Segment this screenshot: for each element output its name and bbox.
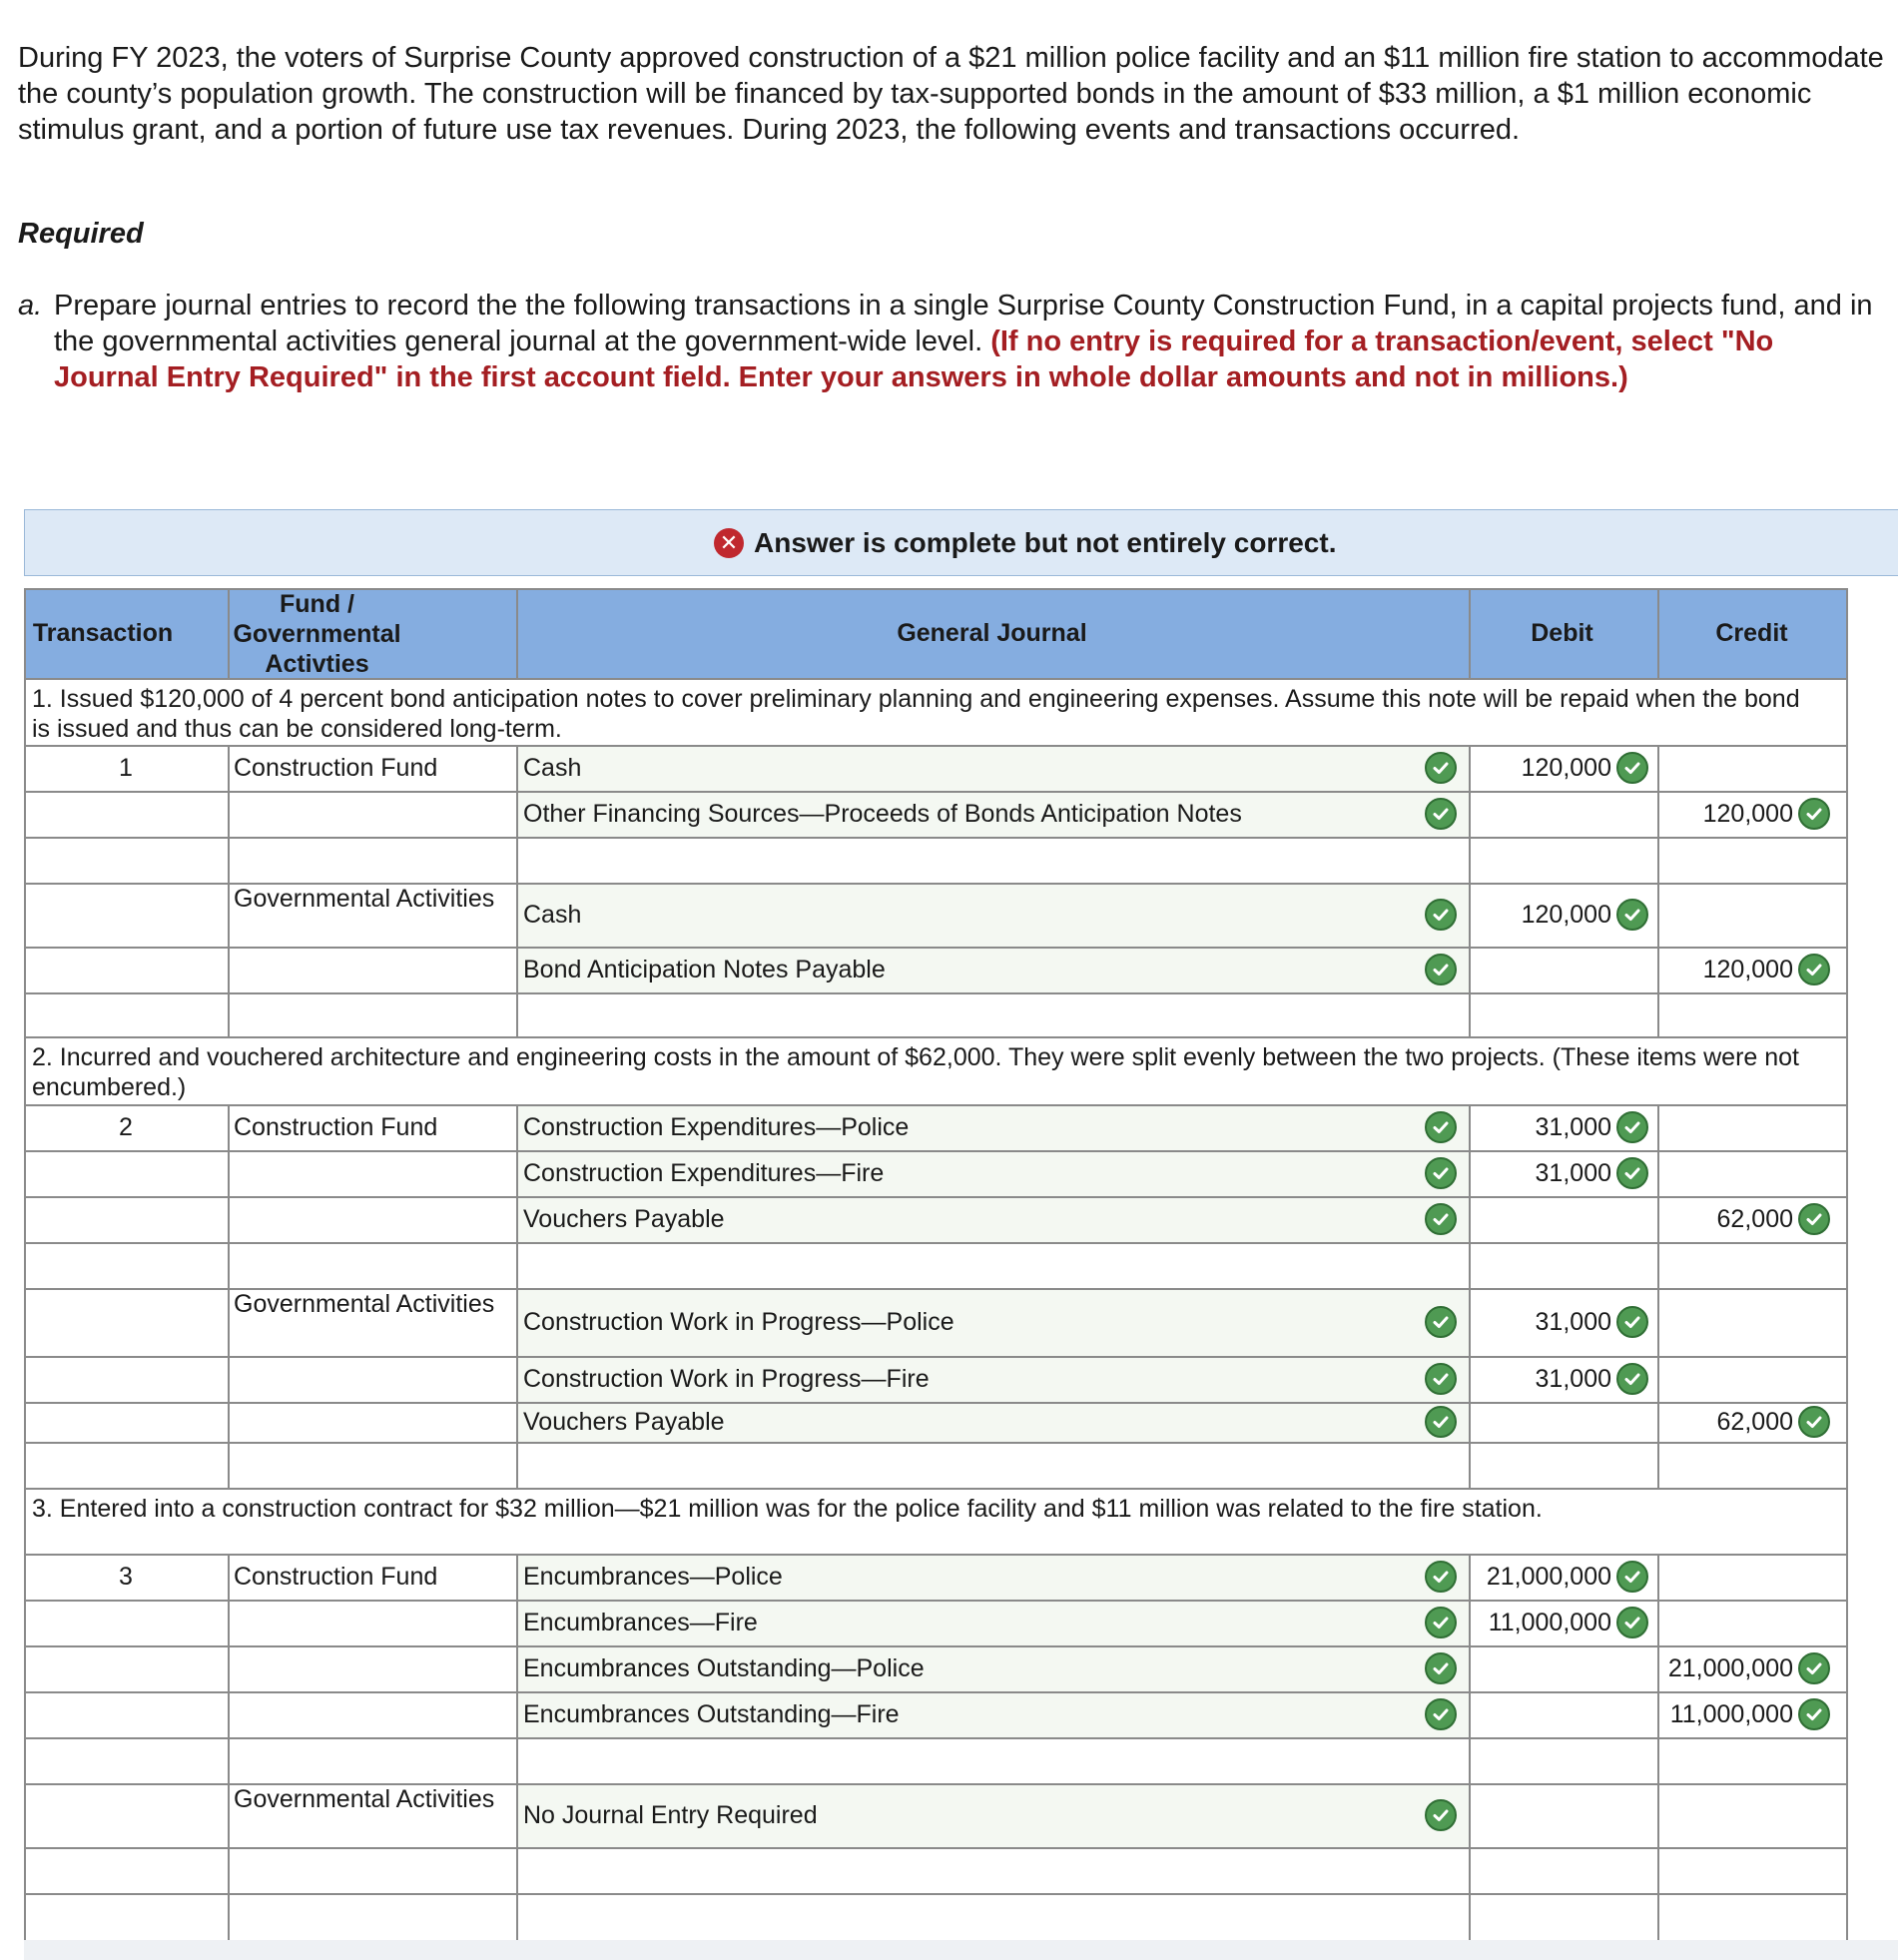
- column-divider: [228, 791, 230, 837]
- column-divider: [1469, 1196, 1471, 1242]
- column-divider: [228, 1783, 230, 1847]
- fund-label: Construction Fund: [234, 754, 438, 782]
- credit-field[interactable]: 62,000: [1716, 1205, 1793, 1233]
- header-divider: [1657, 588, 1659, 678]
- result-message-text: Answer is complete but not entirely correct.: [754, 527, 1337, 558]
- column-divider: [1657, 837, 1659, 883]
- account-field[interactable]: Construction Work in Progress—Fire: [523, 1365, 930, 1393]
- column-divider: [1469, 1600, 1471, 1645]
- column-divider: [1469, 1691, 1471, 1737]
- column-divider: [1657, 883, 1659, 947]
- row-divider: [24, 1893, 1846, 1895]
- check-icon: [1798, 1203, 1830, 1235]
- check-icon: [1616, 1111, 1648, 1143]
- header-general-journal: General Journal: [897, 619, 1087, 647]
- column-divider: [1657, 1783, 1659, 1847]
- column-divider: [1657, 1356, 1659, 1402]
- row-divider: [24, 678, 1846, 680]
- column-divider: [228, 1645, 230, 1691]
- column-divider: [1657, 1600, 1659, 1645]
- header-transaction: Transaction: [32, 619, 174, 647]
- check-icon: [1616, 1561, 1648, 1593]
- column-divider: [516, 992, 518, 1036]
- check-icon: [1425, 752, 1457, 784]
- credit-field[interactable]: 62,000: [1716, 1408, 1793, 1436]
- debit-field[interactable]: 11,000,000: [1488, 1609, 1611, 1636]
- credit-field[interactable]: 120,000: [1702, 956, 1793, 983]
- check-icon: [1798, 1652, 1830, 1684]
- check-icon: [1425, 1799, 1457, 1831]
- header-debit: Debit: [1531, 619, 1593, 647]
- account-field[interactable]: Vouchers Payable: [523, 1205, 725, 1233]
- account-cell-bg: [518, 747, 1469, 791]
- check-icon: [1425, 1203, 1457, 1235]
- column-divider: [516, 1893, 518, 1940]
- column-divider: [1469, 947, 1471, 992]
- fund-label: Construction Fund: [234, 1563, 438, 1591]
- column-divider: [516, 1442, 518, 1488]
- part-a-text: [54, 288, 1885, 395]
- check-icon: [1425, 1157, 1457, 1189]
- column-divider: [1657, 1442, 1659, 1488]
- column-divider: [228, 1242, 230, 1288]
- column-divider: [228, 837, 230, 883]
- column-divider: [1469, 1847, 1471, 1893]
- column-divider: [1469, 1150, 1471, 1196]
- fund-label: Governmental Activities: [234, 1290, 495, 1318]
- column-divider: [1657, 992, 1659, 1036]
- check-icon: [1425, 954, 1457, 985]
- transaction-number: 3: [119, 1563, 133, 1591]
- column-divider: [1657, 1645, 1659, 1691]
- column-divider: [1469, 791, 1471, 837]
- check-icon: [1798, 1406, 1830, 1438]
- column-divider: [228, 883, 230, 947]
- check-icon: [1798, 798, 1830, 830]
- table-border-left: [24, 588, 26, 1940]
- column-divider: [228, 1150, 230, 1196]
- check-icon: [1425, 1406, 1457, 1438]
- column-divider: [1469, 837, 1471, 883]
- row-divider: [24, 1737, 1846, 1739]
- row-divider: [24, 837, 1846, 839]
- column-divider: [1469, 1402, 1471, 1442]
- credit-field[interactable]: 120,000: [1702, 800, 1793, 828]
- check-icon: [1425, 1306, 1457, 1338]
- column-divider: [1469, 1893, 1471, 1940]
- column-divider: [1469, 992, 1471, 1036]
- transaction-description: 2. Incurred and vouchered architecture and engineering costs in the amount of $62,000. They were split evenly between the two projects. (These items were not encumbered.): [32, 1043, 1799, 1101]
- column-divider: [1469, 1104, 1471, 1150]
- result-banner: [24, 509, 1898, 576]
- part-a-instruction: (If no entry is required for a transaction/event, select "No Journal Entry Required" in the first account field. Enter your answers in whole dollar amounts and not in millions.): [54, 326, 1774, 393]
- part-a-label: a.: [18, 290, 43, 322]
- fund-label: Governmental Activities: [234, 885, 495, 913]
- column-divider: [1469, 1645, 1471, 1691]
- check-icon: [1425, 1363, 1457, 1395]
- check-icon: [1425, 1111, 1457, 1143]
- check-icon: [1616, 1157, 1648, 1189]
- debit-field[interactable]: 31,000: [1535, 1365, 1611, 1393]
- account-field[interactable]: Encumbrances—Fire: [523, 1609, 758, 1636]
- check-icon: [1798, 1698, 1830, 1730]
- column-divider: [1469, 1242, 1471, 1288]
- credit-field[interactable]: 11,000,000: [1669, 1700, 1793, 1728]
- header-divider: [228, 588, 230, 678]
- check-icon: [1425, 1652, 1457, 1684]
- header-credit: Credit: [1715, 619, 1788, 647]
- check-icon: [1798, 954, 1830, 985]
- bottom-edge: [24, 1940, 1898, 1960]
- required-heading: Required: [18, 218, 144, 250]
- check-icon: [1616, 1607, 1648, 1638]
- column-divider: [228, 1600, 230, 1645]
- account-cell-bg: [518, 885, 1469, 947]
- debit-field[interactable]: 31,000: [1535, 1159, 1611, 1187]
- problem-intro: During FY 2023, the voters of Surprise County approved construction of a $21 million police facility and an $11 million fire station to accommodate the county’s population growth. The construction will be financed by tax-supported bonds in the amount of $33 million, a $1 million economic stimulus grant, and a portion of future use tax revenues. During 2023, the following events and transactions occurred.: [18, 42, 1884, 146]
- account-field[interactable]: Encumbrances—Police: [523, 1563, 783, 1591]
- row-divider: [24, 1488, 1846, 1490]
- debit-field[interactable]: 31,000: [1535, 1113, 1611, 1141]
- column-divider: [1657, 1242, 1659, 1288]
- account-field[interactable]: Cash: [523, 754, 582, 782]
- column-divider: [1657, 947, 1659, 992]
- column-divider: [1657, 1402, 1659, 1442]
- row-divider: [24, 992, 1846, 994]
- column-divider: [1657, 1691, 1659, 1737]
- header-divider: [516, 588, 518, 678]
- fund-label: Governmental Activities: [234, 1785, 495, 1813]
- check-icon: [1616, 1363, 1648, 1395]
- column-divider: [1657, 1847, 1659, 1893]
- fund-label: Construction Fund: [234, 1113, 438, 1141]
- column-divider: [1469, 1554, 1471, 1600]
- column-divider: [228, 992, 230, 1036]
- column-divider: [1657, 1196, 1659, 1242]
- row-divider: [24, 1036, 1846, 1038]
- column-divider: [516, 1242, 518, 1288]
- x-circle-icon: ✕: [714, 528, 744, 558]
- account-field[interactable]: Construction Expenditures—Fire: [523, 1159, 885, 1187]
- check-icon: [1616, 899, 1648, 931]
- column-divider: [516, 1737, 518, 1783]
- transaction-number: 1: [119, 754, 133, 782]
- column-divider: [228, 1104, 230, 1150]
- column-divider: [1469, 1356, 1471, 1402]
- column-divider: [1657, 1737, 1659, 1783]
- account-field[interactable]: No Journal Entry Required: [523, 1801, 818, 1829]
- header-divider: [1469, 588, 1471, 678]
- transaction-number: 2: [119, 1113, 133, 1141]
- column-divider: [1469, 745, 1471, 791]
- column-divider: [228, 1554, 230, 1600]
- row-divider: [24, 1442, 1846, 1444]
- credit-field[interactable]: 21,000,000: [1667, 1654, 1793, 1682]
- column-divider: [1469, 1737, 1471, 1783]
- transaction-description: 3. Entered into a construction contract for $32 million—$21 million was for the police facility and $11 million was related to the fire station.: [32, 1495, 1543, 1523]
- column-divider: [228, 947, 230, 992]
- check-icon: [1425, 1698, 1457, 1730]
- column-divider: [1469, 1442, 1471, 1488]
- column-divider: [1657, 745, 1659, 791]
- account-field[interactable]: Cash: [523, 901, 582, 929]
- account-field[interactable]: Construction Expenditures—Police: [523, 1113, 910, 1141]
- part-a-instructions: [18, 288, 1885, 395]
- check-icon: [1425, 798, 1457, 830]
- part-a-body: Prepare journal entries to record the the following transactions in a single Surprise County Construction Fund, in a capital projects fund, and in the governmental activities general journal at the government-wide level.: [54, 290, 1873, 357]
- column-divider: [228, 1847, 230, 1893]
- account-field[interactable]: Vouchers Payable: [523, 1408, 725, 1436]
- column-divider: [1657, 1104, 1659, 1150]
- row-divider: [24, 588, 1846, 590]
- check-icon: [1616, 752, 1648, 784]
- column-divider: [228, 1691, 230, 1737]
- debit-field[interactable]: 120,000: [1521, 754, 1611, 782]
- row-divider: [24, 1847, 1846, 1849]
- column-divider: [228, 745, 230, 791]
- column-divider: [228, 1893, 230, 1940]
- debit-field[interactable]: 31,000: [1535, 1308, 1611, 1336]
- column-divider: [1657, 1288, 1659, 1356]
- account-field[interactable]: Encumbrances Outstanding—Police: [523, 1654, 925, 1682]
- column-divider: [1469, 883, 1471, 947]
- debit-field[interactable]: 21,000,000: [1486, 1563, 1611, 1591]
- column-divider: [516, 837, 518, 883]
- column-divider: [1657, 1150, 1659, 1196]
- account-field[interactable]: Bond Anticipation Notes Payable: [523, 956, 886, 983]
- account-field[interactable]: Encumbrances Outstanding—Fire: [523, 1700, 900, 1728]
- column-divider: [1469, 1288, 1471, 1356]
- account-field[interactable]: Construction Work in Progress—Police: [523, 1308, 954, 1336]
- column-divider: [228, 1196, 230, 1242]
- transaction-description: 1. Issued $120,000 of 4 percent bond anticipation notes to cover preliminary planning and engineering expenses. Assume this note will be repaid when the bond is issued and thus can be considered long-term.: [32, 685, 1800, 743]
- column-divider: [516, 1847, 518, 1893]
- header-fund: Fund / Governmental Activties: [233, 590, 401, 678]
- check-icon: [1425, 1607, 1457, 1638]
- column-divider: [1657, 1893, 1659, 1940]
- column-divider: [228, 1288, 230, 1356]
- column-divider: [228, 1442, 230, 1488]
- row-divider: [24, 1242, 1846, 1244]
- check-icon: [1616, 1306, 1648, 1338]
- column-divider: [228, 1737, 230, 1783]
- table-border-right: [1846, 588, 1848, 1940]
- check-icon: [1425, 899, 1457, 931]
- debit-field[interactable]: 120,000: [1521, 901, 1611, 929]
- column-divider: [1657, 1554, 1659, 1600]
- column-divider: [1469, 1783, 1471, 1847]
- column-divider: [1657, 791, 1659, 837]
- column-divider: [228, 1356, 230, 1402]
- column-divider: [228, 1402, 230, 1442]
- check-icon: [1425, 1561, 1457, 1593]
- account-field[interactable]: Other Financing Sources—Proceeds of Bonds Anticipation Notes: [523, 800, 1242, 828]
- result-message: [714, 527, 1336, 559]
